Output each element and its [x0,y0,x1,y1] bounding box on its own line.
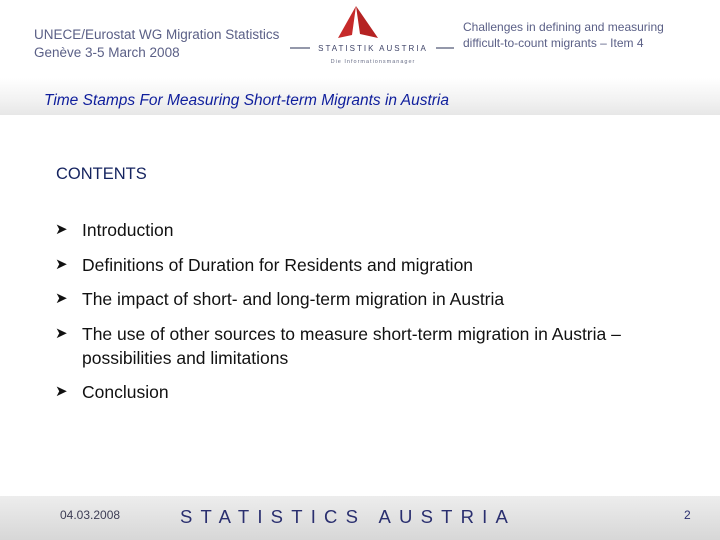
arrow-bullet-icon: ➤ [55,324,68,342]
slide-title: Time Stamps For Measuring Short-term Migrants in Austria [44,92,449,109]
conference-info [34,26,279,62]
list-item [55,380,695,404]
list-item-text: Conclusion [82,382,169,402]
arrow-bullet-icon: ➤ [55,290,68,307]
arrow-bullet-icon: ➤ [55,255,68,273]
contents-heading: CONTENTS [56,165,147,183]
list-item-text: The use of other sources to measure short-term migration in Austria – possibilities and limitations [82,323,621,368]
statistik-austria-logo [286,4,458,70]
logo-wordmark: STATISTIK AUSTRIA [318,44,428,53]
logo-tagline: Die Informationsmanager [330,59,416,65]
conference-line-2: Genève 3-5 March 2008 [34,45,180,60]
agenda-item-info [463,19,713,51]
footer-brand: STATISTICS AUSTRIA [180,506,517,527]
list-item-text: The impact of short- and long-term migration in Austria [82,289,505,309]
logo-triangle-right [356,6,378,38]
page-number: 2 [684,508,691,522]
list-item-text: Definitions of Duration for Residents and migration [82,254,474,275]
list-item [55,322,695,370]
contents-list [55,218,695,415]
logo-triangle-left [338,6,356,38]
list-item-text: Introduction [82,220,174,240]
agenda-line-1: Challenges in defining and measuring [463,20,664,34]
list-item [55,218,695,242]
agenda-line-2: difficult-to-count migrants – Item 4 [463,36,644,50]
conference-line-1: UNECE/Eurostat WG Migration Statistics [34,27,280,42]
list-item [55,287,695,311]
arrow-bullet-icon: ➤ [55,383,68,400]
list-item [55,253,695,277]
arrow-bullet-icon: ➤ [55,221,68,238]
footer-date: 04.03.2008 [60,508,121,522]
